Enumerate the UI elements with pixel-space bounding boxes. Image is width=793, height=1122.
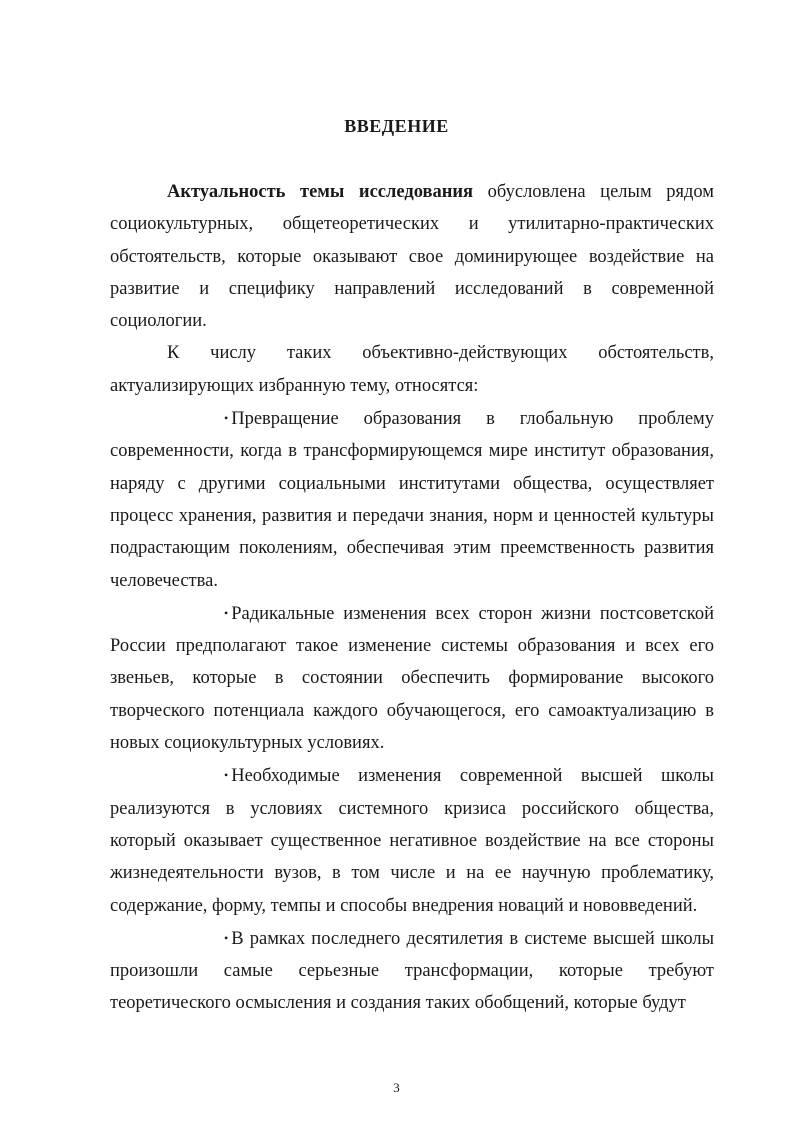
page-number: 3 — [393, 1080, 400, 1095]
intro-rest-text: обусловлена целым рядом социокультурных, общетеоретических и утилитарно-практических обстоятельств, которые оказывают свое доминирующее воздействие на развитие и специфику направлений исследований в современной социологии. — [110, 182, 714, 332]
bullet-item-4 — [110, 922, 714, 1020]
body-text — [110, 176, 714, 1020]
list-intro-paragraph: К числу таких объективно-действующих обстоятельств, актуализирующих избранную тему, относятся: — [110, 343, 714, 396]
intro-lead-bold: Актуальность темы исследования — [167, 182, 474, 202]
bullet-text-4: В рамках последнего десятилетия в системе высшей школы произошли самые серьезные трансформации, которые требуют теоретического осмысления и создания таких обобщений, которые будут — [110, 928, 714, 1014]
bullet-text-1: Превращение образования в глобальную проблему современности, когда в трансформирующемся мире институт образования, наряду с другими социальными институтами общества, осуществляет процесс хранения, развития и передачи знания, норм и ценностей культуры подрастающим поколениям, обеспечивая этим преемственность развития человечества. — [110, 409, 714, 591]
bullet-icon: • — [224, 605, 229, 620]
bullet-icon: • — [224, 411, 229, 426]
intro-paragraph — [110, 176, 714, 337]
bullet-text-2: Радикальные изменения всех сторон жизни постсоветской России предполагают такое изменение системы образования и всех его звеньев, которые в состоянии обеспечить формирование высокого творческого потенциала каждого обучающегося, его самоактуализацию в новых социокультурных условиях. — [110, 603, 714, 754]
bullet-item-2 — [110, 597, 714, 759]
bullet-icon: • — [224, 930, 229, 945]
bullet-text-3: Необходимые изменения современной высшей школы реализуются в условиях системного кризиса российского общества, который оказывает существенное негативное воздействие на все стороны жизнедеятельности вузов, в том числе и на ее научную проблематику, содержание, форму, темпы и способы внедрения новаций и нововведений. — [110, 766, 714, 916]
page-title: ВВЕДЕНИЕ — [344, 116, 449, 136]
bullet-icon: • — [224, 768, 229, 783]
bullet-item-3 — [110, 759, 714, 921]
bullet-item-1 — [110, 402, 714, 597]
